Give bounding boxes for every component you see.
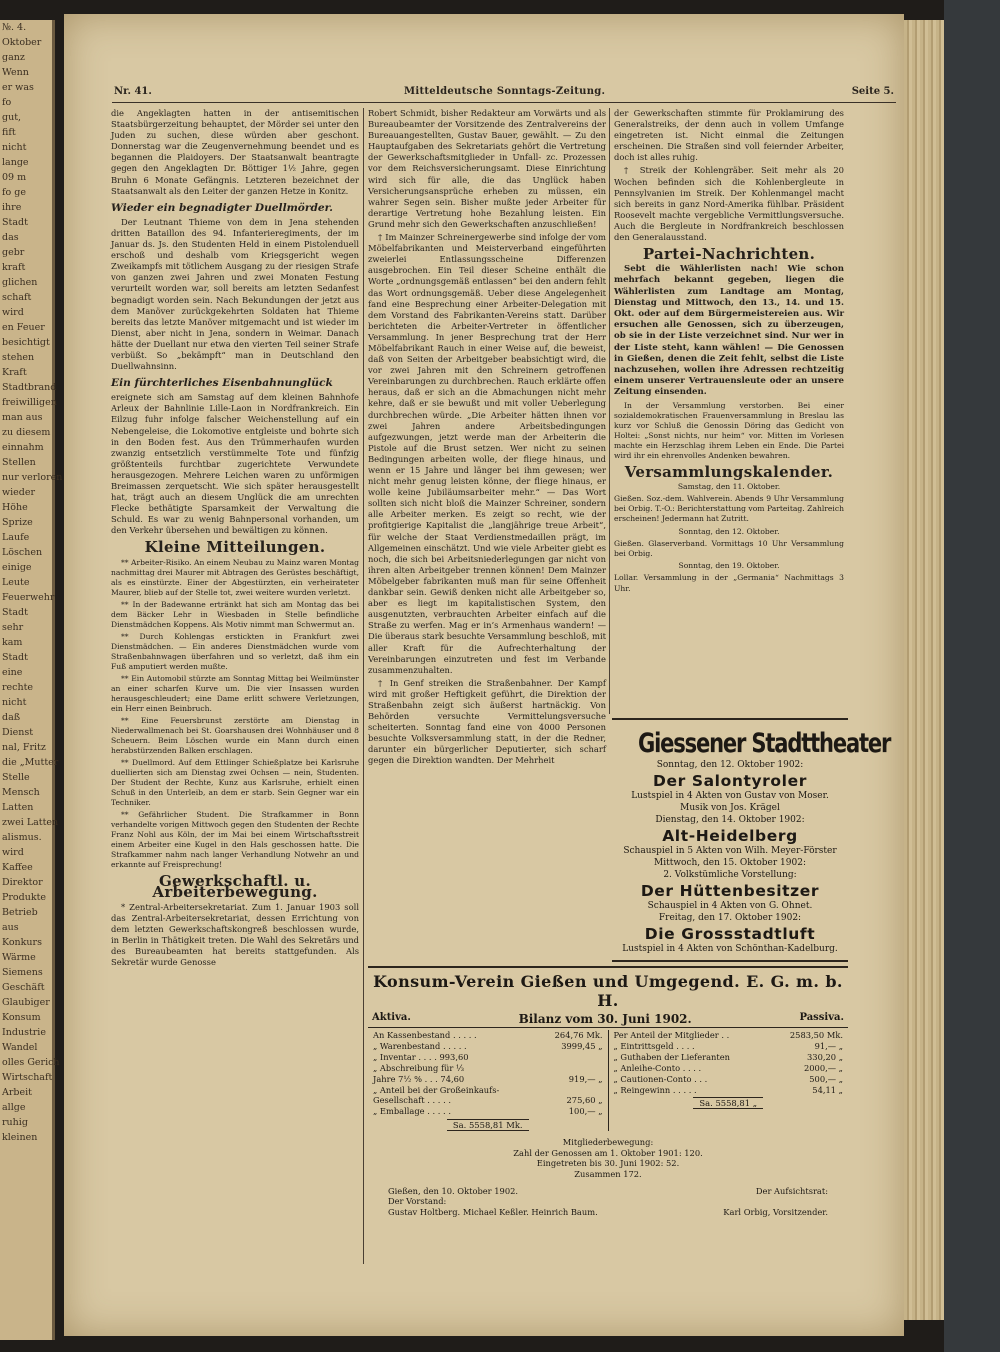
kleine-item: ** Gefährlicher Student. Die Strafkammer in Bonn verhandelte vorigen Mittwoch gegen den Studenten der Rechte Franz Nohl aus Köln, der im Mai bei einem Wirtschaftsstreit einem Arbeiter eine Kugel in den Hals geschossen hatte. Die Strafkammer nahm nach langer Verhandlung Notwehr an und erkannte auf Freisprechung! — [111, 809, 359, 869]
left-page-fragment: fo — [2, 97, 12, 108]
article-mainz: † Im Mainzer Schreinergewerbe sind infolge der vom Möbelfabrikanten und Meisterverband eingeführten zweierlei Entlassungsscheine Differenzen ausgebrochen. Ein Teil dieser Scheine enthält die Worte „ordnungsgemäß entlassen“ bei den andern fehlt das Wort ordnungsgemäß. Ueber diese Angelegenheit fand eine Besprechung einer Arbeiter-Delegation mit dem Vorstand des Fabrikanten-Vereins statt. Darüber berichteten die Arbeiter-Vertreter in öffentlicher Versammlung. In jener Besprechung trat der Herr Möbelfabrikant Rauch in einer Weise auf, die beweist, daß von Seiten der Arbeitgeber beabsichtigt wird, die vor zwei Jahren mit den Schreinern getroffenen Vereinbarungen zu durchbrechen. Rauch erklärte offen heraus, daß er sich an die Abmachungen nicht mehr kehre, daß er sie bewußt und mit voller Ueberlegung durchbrechen würde. „Die Arbeiter hätten ihnen vor zwei Jahren andere Arbeitsbedingungen aufgezwungen, jetzt werde man der Arbeiterin die Pistole auf die Brust setzen. Wer nicht zu seinen Bedingungen arbeiten wolle, der fliege hinaus, und wenn er 15 Jahre und länger bei ihm gewesen; wer nicht mehr genug leisten könne, der fliege hinaus, er wolle keine Jubiläumsarbeiter mehr.“ — Das Wort sollten sich nicht bloß die Mainzer Schreiner, sondern alle Arbeiter merken. Es zeigt so recht, wie der profitgierige Kapitalist die „langjährige treue Arbeit“, für welche der Staat Verdienstmedaillen prägt, im Allgemeinen einschätzt. Und wie viele Arbeiter giebt es noch, die sich bei Arbeitsniederlegungen gar nicht von ihren alten Arbeitgeber trennen können! Dem Mainzer Möbelgeber fabrikanten muß man für seine Offenheit dankbar sein. Gewiß denken nicht alle Arbeitgeber so, aber es liegt im kapitalistischen System, den ausgenutzten, verbrauchten Arbeiter einfach auf die Straße zu werfen. Mag er in’s Armenhaus wandern! — Die überaus stark besuchte Versammlung beschloß, mit aller Kraft für die Aufrechterhaltung der Vereinbarungen einzutreten und fest im Verbande zusammenzuhalten. — [368, 232, 606, 675]
left-page-fragment: Dienst — [2, 727, 34, 738]
left-page-fragment: man aus — [2, 412, 43, 423]
section-kleine-mitteilungen: Kleine Mitteilungen. — [144, 538, 326, 557]
left-page-fragment: nur verloren — [2, 472, 63, 483]
bilanz-row — [614, 1041, 844, 1052]
left-page-fragment: Stadt — [2, 217, 28, 228]
bilanz-row — [373, 1063, 603, 1074]
vorstand-names: Gustav Holtberg. Michael Keßler. Heinrich Baum. — [388, 1206, 598, 1217]
kleine-item: ** Eine Feuersbrunst zerstörte am Dienstag in Niederwallmenach bei St. Goarshausen drei Wohnhäuser und 8 Scheuern. Beim Löschen wurde ein Mann durch einen herabstürzenden Balken erschlagen. — [111, 715, 359, 755]
bilanz-sum — [373, 1120, 603, 1131]
bilanz-row-value: 100,— „ — [568, 1106, 603, 1117]
konsum-signatures — [368, 1186, 848, 1218]
left-page-fragment: Konsum — [2, 1012, 41, 1023]
left-page-fragment: ganz — [2, 52, 25, 63]
book-spine — [944, 0, 1000, 1352]
article-genf: † In Genf streiken die Straßenbahner. Der Kampf wird mit großer Heftigkeit geführt, die Direktion der Straßenbahn zeigt sich äußerst hartnäckig. Von Behörden versuchte Vermittelungsversuche scheiterten. Sonntag fand eine von 4000 Personen besuchte Volksversammlung statt, in der die Redner, darunter ein bürgerlicher Deputierter, sich scharf gegen die Direktion wandten. Der Mehrheit — [368, 677, 606, 766]
left-page-fragment: Mensch — [2, 787, 40, 798]
play-info: Lustspiel in 4 Akten von Gustav von Moser. — [631, 791, 829, 801]
bilanz-row-label: An Kassenbestand . . . . . — [373, 1030, 477, 1040]
left-page-fragment: Oktober — [2, 37, 42, 48]
left-page-fragment: Stelle — [2, 772, 30, 783]
bilanz-row-label: „ Reingewinn . . . . . — [613, 1084, 697, 1095]
left-page-fragment: die „Mutter — [2, 757, 59, 768]
left-page-fragment: Stadt — [2, 652, 28, 663]
kalender-date: Sonntag, den 19. Oktober. — [678, 561, 780, 571]
left-page-fragment: ihre — [2, 202, 22, 213]
theatre-date: Dienstag, den 14. Oktober 1902: — [655, 815, 805, 825]
left-page-fragment: Betrieb — [2, 907, 38, 918]
bilanz-row — [373, 1085, 603, 1096]
passiva-label: Passiva. — [799, 1012, 844, 1023]
left-page-fragment: zu diesem — [2, 427, 51, 438]
left-page-fragment: eine — [2, 667, 23, 678]
left-page-fragment: Glaubiger — [2, 997, 50, 1008]
bilanz-row-value: 2000,— „ — [804, 1062, 843, 1073]
play-title: Alt-Heidelberg — [662, 827, 798, 845]
article-zentral: * Zentral-Arbeitersekretariat. Zum 1. Januar 1903 soll das Zentral-Arbeitersekretariat, dessen Errichtung von dem letzten Gewerkschaftskongreß beschlossen wurde, in Berlin in Thätigkeit treten. Die Wahl des Sekretärs und des Bureaubeamten hat bereits stattgefunden. Als Sekretär wurde Genosse — [111, 901, 359, 968]
bilanz-row-label: „ Cautionen-Conto . . . — [613, 1073, 708, 1084]
left-page-fragment: nicht — [2, 697, 27, 708]
kalender-list — [614, 482, 844, 594]
left-page-fragment: kleinen — [2, 1132, 38, 1143]
konsum-advertisement — [368, 966, 848, 1286]
left-page-fragment: Laufe — [2, 532, 30, 543]
left-page-fragment: Direktor — [2, 877, 43, 888]
bilanz-row — [373, 1030, 603, 1041]
kleine-item: ** Ein Automobil stürzte am Sonntag Mittag bei Weilmünster an einer scharfen Kurve um. Die vier Insassen wurden herausgeschleudert; eine Dame erlitt schwere Verletzungen, ein Herr einen Beinbruch. — [111, 673, 359, 713]
theatre-date: Mittwoch, den 15. Oktober 1902: — [654, 858, 806, 868]
section-partei: Partei-Nachrichten. — [642, 245, 816, 264]
left-page-fragment: Geschäft — [2, 982, 45, 993]
bilanz-row-value: 275,60 „ — [566, 1095, 603, 1106]
left-page-fragment: Wenn — [2, 67, 29, 78]
aktiva-table — [368, 1030, 609, 1131]
left-page-fragment: kam — [2, 637, 23, 648]
headline-duell: Wieder ein begnadigter Duellmörder. — [111, 201, 333, 214]
left-page-fragment: das — [2, 232, 19, 243]
left-page-fragment: gebr — [2, 247, 25, 258]
column-2 — [368, 108, 606, 769]
left-page-fragment: Arbeit — [2, 1087, 32, 1098]
left-page-fragment: Leute — [2, 577, 30, 588]
theatre-advertisement — [612, 718, 891, 962]
theatre-date: Freitag, den 17. Oktober 1902: — [658, 913, 802, 923]
column-1 — [111, 108, 359, 970]
kleine-item: ** Arbeiter-Risiko. An einem Neubau zu Mainz waren Montag nachmittag drei Maurer mit Abtragen des Gerüstes beschäftigt, als es einstürzte. Einer der Abgestürzten, ein verheirateter Maurer, blieb auf der Stelle tot, zwei weitere wurden verletzt. — [111, 557, 359, 597]
left-page-fragment: Wirtschaft — [2, 1072, 53, 1083]
left-page-fragment: aus — [2, 922, 19, 933]
aktiva-label: Aktiva. — [372, 1012, 411, 1023]
newspaper-page — [64, 14, 904, 1336]
left-page-fragment: Kraft — [2, 367, 27, 378]
passiva-table — [609, 1030, 849, 1131]
left-page-fragment: Höhe — [2, 502, 28, 513]
left-page-fragment: Kaffee — [2, 862, 33, 873]
left-page-fragment: daß — [2, 712, 21, 723]
play-info: 2. Volkstümliche Vorstellung: — [663, 870, 797, 880]
play-info: Lustspiel in 4 Akten von Schönthan-Kadelburg. — [622, 944, 838, 954]
kleine-item: ** In der Badewanne ertränkt hat sich am Montag das bei dem Bäcker Lehr in Wiesbaden in Stelle befindliche Dienstmädchen Koppens. Als Motiv nimmt man Schwermut an. — [111, 599, 359, 629]
bilanz-row-value: 264,76 Mk. — [554, 1030, 603, 1040]
play-info: Musik von Jos. Krägel — [680, 803, 780, 813]
bilanz-row — [373, 1041, 603, 1052]
left-page-fragment: gut, — [2, 112, 22, 123]
left-page-fragment: wird — [2, 307, 24, 318]
left-page-fragment: lange — [2, 157, 29, 168]
left-page-fragment: Stellen — [2, 457, 36, 468]
theatre-date: Sonntag, den 12. Oktober 1902: — [656, 760, 804, 770]
left-page-fragment: Stadtbrand — [2, 382, 57, 393]
kalender-entry: Gießen. Soz.-dem. Wahlverein. Abends 9 Uhr Versammlung bei Orbig. T.-O.: Berichterstattung vom Parteitag. Zahlreich erscheinen! Jedermann hat Zutritt. — [614, 493, 844, 524]
kalender-entry: Lollar. Versammlung in der „Germania“ Nachmittags 3 Uhr. — [614, 573, 844, 593]
column-3 — [614, 108, 844, 596]
bilanz-sum-value: Sa. 5558,81 Mk. — [447, 1119, 529, 1131]
left-page-fragment: Stadt — [2, 607, 28, 618]
column-divider — [609, 108, 610, 714]
bilanz-tables — [368, 1030, 848, 1131]
kalender-date: Sonntag, den 12. Oktober. — [678, 526, 780, 536]
konsum-title: Konsum-Verein Gießen und Umgegend. E. G. m. b. H. — [368, 966, 848, 1010]
bilanz-row — [614, 1063, 844, 1074]
bilanz-row — [373, 1106, 603, 1117]
section-kalender: Versammlungskalender. — [624, 462, 834, 481]
bilanz-row-label: Per Anteil der Mitglieder . . — [613, 1030, 730, 1040]
aufsichtsrat-names: Karl Orbig, Vorsitzender. — [723, 1206, 828, 1217]
mitgliederbewegung — [368, 1137, 848, 1179]
left-page-fragment: Sprize — [2, 517, 33, 528]
bilanz-label: Bilanz vom 30. Juni 1902. — [518, 1012, 692, 1026]
left-page-fragment: olles Gerich — [2, 1057, 60, 1068]
verstorben-block — [614, 401, 844, 461]
place-date: Gießen, den 10. Oktober 1902. — [388, 1185, 519, 1196]
bilanz-row-value: 2583,50 Mk. — [789, 1030, 843, 1040]
article-sekretariat: Robert Schmidt, bisher Redakteur am Vorwärts und als Bureaubeamter der Vorsitzende des Zentralvereins der Bureauangestellten, Gustav Bauer, gewählt. — Zu den Hauptaufgaben des Sekretariats gehört die Vertretung der Gewerkschaftsmitglieder in Unfall- zc. Prozessen vor dem Reichsversicherungsamt. Diese Einrichtung wird sich für alle, die das Unglück haben Versicherungsansprüche erheben zu müssen, ein wahrer Segen sein. Bisher mußte jeder Arbeiter für derartige Vertretung hohe Bezahlung leisten. Ein Grund mehr sich den Gewerkschaften anzuschließen! — [368, 108, 606, 229]
left-page-fragment: stehen — [2, 352, 35, 363]
bilanz-row-label: „ Emballage . . . . . — [373, 1106, 451, 1117]
bilanz-row — [614, 1085, 844, 1096]
left-page-fragment: Produkte — [2, 892, 47, 903]
members-total: Zusammen 172. — [574, 1168, 642, 1179]
left-page-fragment: rechte — [2, 682, 34, 693]
left-page-fragment: einnahm — [2, 442, 44, 453]
play-title: Der Hüttenbesitzer — [640, 882, 820, 900]
article-genf-cont: der Gewerkschaften stimmte für Proklamirung des Generalstreiks, der denn auch in vollem Umfange eingetreten ist. Nicht einmal die Zeitungen erscheinen. Die Straßen sind voll feiernder Arbeiter, doch ist alles ruhig. — [614, 108, 844, 163]
play-info: Schauspiel in 4 Akten von G. Ohnet. — [647, 901, 813, 911]
bilanz-row — [373, 1074, 603, 1085]
left-page-fragment: Siemens — [2, 967, 43, 978]
left-page-fragment: №. 4. — [2, 22, 27, 33]
left-page-edge — [0, 20, 63, 1340]
issue-number: Nr. 41. — [114, 86, 152, 97]
bilanz-row — [614, 1052, 844, 1063]
bilanz-row-value: 3999,45 „ — [561, 1040, 603, 1051]
bilanz-row-label: Jahre 7½ % . . . 74,60 — [373, 1073, 465, 1084]
article-waehlerlisten: Sebt die Wählerlisten nach! Wie schon mehrfach bekannt gegeben, liegen die Wählerlisten zum Landtage am Montag, Dienstag und Mittwoch, den 13., 14. und 15. Okt. oder auf dem Bürgermeistereien aus. Wir ersuchen alle Genossen, sich zu überzeugen, ob sie in der Liste verzeichnet sind. Nur wer in der Liste steht, kann wählen! — Die Genossen in Gießen, denen die Zeit fehlt, selbst die Liste nachzusehen, wollen ihre Adressen rechtzeitig einem unserer Vertrauensleute oder an unsere Zeitung einsenden. — [614, 264, 844, 398]
left-page-fragment: schaft — [2, 292, 32, 303]
bilanz-row — [614, 1074, 844, 1085]
column-divider — [363, 108, 364, 1264]
bilanz-sum — [614, 1098, 844, 1109]
bilanz-header — [368, 1012, 848, 1028]
left-page-fragment: Löschen — [2, 547, 43, 558]
article-duell: Der Leutnant Thieme von dem in Jena stehenden dritten Bataillon des 94. Infanterieregiments, der im Januar ds. Js. den Studenten Held in einem Pistolenduell erschoß und deshalb vom Kriegsgericht wegen Zweikampfs mit tötlichem Ausgang zu der riesigen Strafe von ganzen zwei Jahren und zwei Monaten Festung verurteilt worden war, soll bereits am letzten Sedanfest begnadigt worden sein. Nach Bekundungen der jetzt aus dem Manöver zurückgekehrten Soldaten hat Thieme bereits das letzte Manöver mitgemacht und ist wieder im Dienst, aber nicht in Jena, sondern in Weimar. Danach hätte der Duellant nur etwa den vierten Teil seiner Strafe verbüßt. So „bekämpft“ man in Deutschland den Duellwahnsinn. — [111, 216, 359, 372]
left-page-fragment: ruhig — [2, 1117, 28, 1128]
bilanz-row — [373, 1052, 603, 1063]
left-page-fragment: 09 m — [2, 172, 27, 183]
bilanz-row-label: „ Guthaben der Lieferanten — [613, 1051, 730, 1062]
left-page-fragment: fift — [2, 127, 16, 138]
play-info: Schauspiel in 5 Akten von Wilh. Meyer-Förster — [623, 846, 837, 856]
left-page-fragment: einige — [2, 562, 32, 573]
left-page-fragment: wieder — [2, 487, 36, 498]
left-page-fragment: allge — [2, 1102, 26, 1113]
bilanz-row-value: 919,— „ — [568, 1073, 603, 1084]
left-page-fragment: fo ge — [2, 187, 26, 198]
left-page-fragment: Konkurs — [2, 937, 42, 948]
bilanz-row-value: 500,— „ — [809, 1073, 843, 1084]
bilanz-row — [614, 1030, 844, 1041]
bilanz-row-label: „ Eintrittsgeld . . . . — [613, 1040, 695, 1051]
play-title: Der Salontyroler — [653, 772, 807, 790]
left-page-fragment: freiwilligen — [2, 397, 57, 408]
bilanz-sum-value: Sa. 5558,81 „ — [693, 1097, 763, 1109]
left-page-fragment: kraft — [2, 262, 26, 273]
left-page-fragment: Latten — [2, 802, 34, 813]
bilanz-row-label: „ Anteil bei der Großeinkaufs- — [373, 1084, 500, 1095]
bilanz-row-value: 91,— „ — [814, 1040, 843, 1051]
members-line: Zahl der Genossen am 1. Oktober 1901: 120. — [513, 1147, 703, 1158]
bilanz-row-label: „ Warenbestand . . . . . — [373, 1040, 467, 1051]
kleine-item: ** Durch Kohlengas erstickten in Frankfurt zwei Dienstmädchen. — Ein anderes Dienstmädchen wurde vom Straßenbahnwagen überfahren und so verletzt, daß ihm ein Fuß amputiert werden mußte. — [111, 631, 359, 671]
left-page-fragment: alismus. — [2, 832, 42, 843]
section-gewerkschaft: Gewerkschaftl. u. Arbeiterbewegung. — [152, 871, 318, 901]
bilanz-row-label: Gesellschaft . . . . . — [373, 1095, 451, 1106]
kleine-list — [111, 558, 359, 870]
aufsichtsrat-label: Der Aufsichtsrat: — [755, 1185, 828, 1196]
bilanz-row-label: „ Inventar . . . . 993,60 — [373, 1051, 469, 1062]
article-konitz: die Angeklagten hatten in der antisemitischen Staatsbürgerzeitung behauptet, der Mörder sei unter den Juden zu suchen, diese würden aber geschont. Donnerstag war die Zeugenvernehmung beendet und es begannen die Plaidoyers. Der Staatsanwalt beantragte gegen den Angeklagten Dr. Böttiger 1½ Jahre, gegen Bruhn 6 Monate Gefängnis. Letzteren bezeichnet der Staatsanwalt als den Leiter der ganzen Hetze in Konitz. — [111, 108, 359, 196]
theatre-name: Giessener Stadttheater — [637, 728, 891, 759]
article-kohlen: † Streik der Kohlengräber. Seit mehr als 20 Wochen befinden sich die Kohlenbergleute in Pennsylvanien im Streik. Der Kohlenmangel macht sich bereits in ganz Nord-Amerika fühlbar. Präsident Roosevelt machte vergebliche Vermittlungsversuche. Auch die Bergleute in Nordfrankreich beschlossen den Generalausstand. — [614, 165, 844, 243]
left-page-fragment: er was — [2, 82, 34, 93]
members-line: Eingetreten bis 30. Juni 1902: 52. — [536, 1158, 680, 1169]
headline-eisenbahn: Ein fürchterliches Eisenbahnunglück — [111, 377, 333, 390]
bilanz-row-value: 330,20 „ — [807, 1051, 843, 1062]
left-page-fragment: besichtigt — [2, 337, 50, 348]
kalender-entry: Gießen. Glaserverband. Vormittags 10 Uhr Versammlung bei Orbig. — [614, 538, 844, 558]
bilanz-row-label: „ Anleihe-Conto . . . . — [613, 1062, 702, 1073]
newspaper-title: Mitteldeutsche Sonntags-Zeitung. — [404, 86, 606, 97]
article-eisenbahn: ereignete sich am Samstag auf dem kleinen Bahnhofe Arleux der Bahnlinie Lille-Laon in Nordfrankreich. Ein Eilzug fuhr infolge falscher Weichenstellung auf ein Nebengeleise, die Lokomotive entgleiste und bohrte sich in den Boden fest. Aus den Trümmerhaufen wurden zwanzig entsetzlich verstümmelte Tote und fünfzig größtenteils furchtbar zugerichtete Verwundete herausgezogen. Mehrere Leichen waren zu unförmigen Breimassen zerquetscht. Wie sich später herausgestellt hat, trägt auch an diesem Unglück die am unrechten Flecke bethätigte Sparsamkeit der Verwaltung die Schuld. Es war zu wenig Bahnpersonal vorhanden, um den Verkehr übersehen und bewältigen zu können. — [111, 392, 359, 536]
left-page-fragment: nicht — [2, 142, 27, 153]
left-page-fragment: en Feuer — [2, 322, 45, 333]
page-stack-edge — [904, 20, 944, 1320]
article-verstorben: In der Versammlung verstorben. Bei einer sozialdemokratischen Frauenversammlung in Breslau las kurz vor Schluß die Genossin Döring das Gedicht von Holtei: „Sonst nichts, nur heim“ vor. Mitten im Vorlesen machte ein Herzschlag ihrem Leben ein Ende. Die Partei wird ihr ein ehrenvolles Andenken bewahren. — [614, 400, 844, 460]
left-page-fragment: wird — [2, 847, 24, 858]
bilanz-row — [373, 1095, 603, 1106]
members-heading: Mitgliederbewegung: — [562, 1137, 654, 1148]
left-page-fragment: zwei Latten — [2, 817, 59, 828]
left-page-fragment: Wandel — [2, 1042, 38, 1053]
left-page-fragment: glichen — [2, 277, 38, 288]
kalender-date: Samstag, den 11. Oktober. — [677, 481, 781, 491]
header-rule — [112, 102, 896, 103]
vorstand-label: Der Vorstand: — [388, 1196, 447, 1207]
play-title: Die Grossstadtluft — [644, 925, 816, 943]
left-page-fragment: nal, Fritz — [2, 742, 46, 753]
left-page-fragment: sehr — [2, 622, 24, 633]
kleine-item: ** Duellmord. Auf dem Ettlinger Schießplatze bei Karlsruhe duellierten sich am Dienstag zwei Ochsen — nein, Studenten. Der Student der Rechte, Kunz aus Karlsruhe, erhielt einen Schuß in den Unterleib, an dem er starb. Sein Gegner war ein Techniker. — [111, 757, 359, 807]
bilanz-row-value: 54,11 „ — [812, 1084, 843, 1095]
left-page-fragment: Feuerwehr — [2, 592, 55, 603]
left-page-fragment: Wärme — [2, 952, 36, 963]
bilanz-row-label: „ Abschreibung für ⅓ — [373, 1062, 465, 1073]
page-number: Seite 5. — [851, 86, 894, 97]
left-page-fragment: Industrie — [2, 1027, 46, 1038]
